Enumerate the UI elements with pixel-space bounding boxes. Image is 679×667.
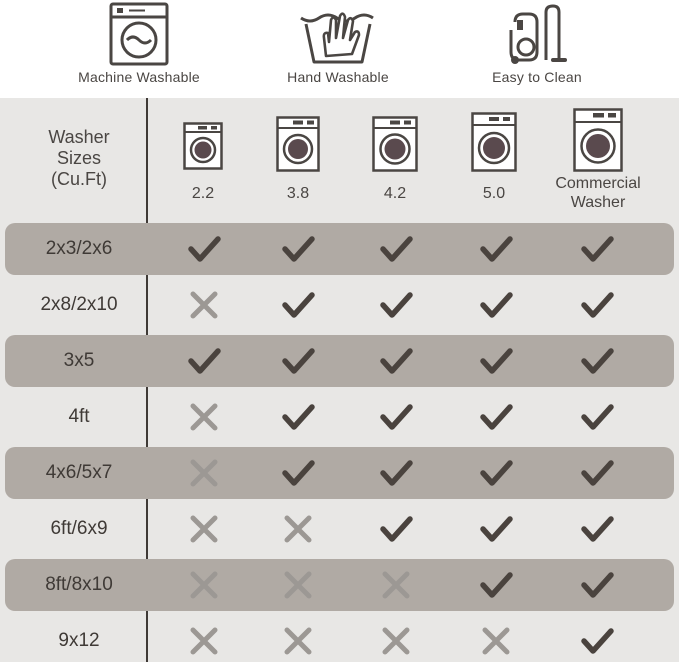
check-icon [580, 512, 614, 546]
washing-machine-icon [183, 122, 223, 170]
washer-size-label: 5.0 [482, 185, 506, 202]
table-row [0, 279, 679, 331]
cross-icon [187, 288, 221, 322]
check-icon [379, 288, 413, 322]
feature-hand-washable [248, 0, 428, 98]
check-icon [580, 400, 614, 434]
washing-machine-icon [573, 108, 623, 172]
check-icon [281, 288, 315, 322]
cross-icon [187, 400, 221, 434]
cross-icon [187, 512, 221, 546]
check-icon [479, 456, 513, 490]
feature-band [0, 0, 679, 98]
cross-icon [187, 568, 221, 602]
check-icon [580, 456, 614, 490]
check-icon [580, 288, 614, 322]
header-line: Sizes [56, 148, 101, 168]
check-icon [479, 344, 513, 378]
washer-column-2-2 [148, 122, 258, 203]
check-icon [379, 456, 413, 490]
row-size-label: 4ft [68, 406, 90, 427]
washer-label-line: Commercial [555, 175, 641, 192]
vacuum-icon [505, 2, 569, 66]
check-icon [580, 232, 614, 266]
check-icon [479, 288, 513, 322]
check-icon [379, 512, 413, 546]
table-row [0, 559, 679, 611]
check-icon [281, 344, 315, 378]
check-icon [281, 400, 315, 434]
check-icon [580, 568, 614, 602]
check-icon [580, 344, 614, 378]
washer-sizes-header [0, 127, 158, 190]
hand-wash-icon [298, 2, 378, 66]
cross-icon [281, 624, 315, 658]
washer-column-5-0 [439, 112, 549, 203]
washer-column-commercial [538, 108, 658, 212]
header-line: (Cu.Ft) [51, 169, 107, 189]
washing-machine-icon [109, 2, 169, 66]
check-icon [187, 232, 221, 266]
washer-column-4-2 [340, 116, 450, 203]
cross-icon [379, 624, 413, 658]
table-row [0, 615, 679, 667]
table-row [0, 223, 679, 275]
header-line: Washer [48, 127, 110, 147]
washer-size-label [538, 174, 658, 212]
table-row [0, 503, 679, 555]
row-size-label: 9x12 [58, 630, 100, 651]
cross-icon [187, 456, 221, 490]
row-size-label: 6ft/6x9 [50, 518, 108, 539]
washer-size-label: 2.2 [191, 185, 215, 202]
check-icon [281, 232, 315, 266]
washer-label-line: Washer [570, 194, 626, 211]
check-icon [379, 344, 413, 378]
table-row [0, 335, 679, 387]
feature-machine-washable [49, 0, 229, 98]
row-size-label: 8ft/8x10 [45, 574, 113, 595]
check-icon [187, 344, 221, 378]
washing-machine-icon [372, 116, 418, 172]
check-icon [479, 400, 513, 434]
cross-icon [479, 624, 513, 658]
row-size-label: 2x8/2x10 [40, 294, 118, 315]
cross-icon [281, 568, 315, 602]
washer-size-label: 4.2 [383, 185, 407, 202]
check-icon [379, 232, 413, 266]
cross-icon [281, 512, 315, 546]
feature-label: Easy to Clean [492, 69, 582, 85]
row-size-label: 3x5 [63, 350, 95, 371]
cross-icon [187, 624, 221, 658]
row-size-label: 2x3/2x6 [45, 238, 113, 259]
feature-label: Machine Washable [78, 69, 200, 85]
check-icon [379, 400, 413, 434]
check-icon [479, 512, 513, 546]
feature-easy-to-clean [447, 0, 627, 98]
check-icon [479, 568, 513, 602]
cross-icon [379, 568, 413, 602]
check-icon [479, 232, 513, 266]
table-row [0, 447, 679, 499]
washer-size-label: 3.8 [286, 185, 310, 202]
washer-column-3-8 [243, 116, 353, 203]
check-icon [281, 456, 315, 490]
washing-machine-icon [276, 116, 320, 172]
washing-machine-icon [471, 112, 517, 172]
table-row [0, 391, 679, 443]
check-icon [580, 624, 614, 658]
feature-label: Hand Washable [287, 69, 389, 85]
row-size-label: 4x6/5x7 [45, 462, 113, 483]
